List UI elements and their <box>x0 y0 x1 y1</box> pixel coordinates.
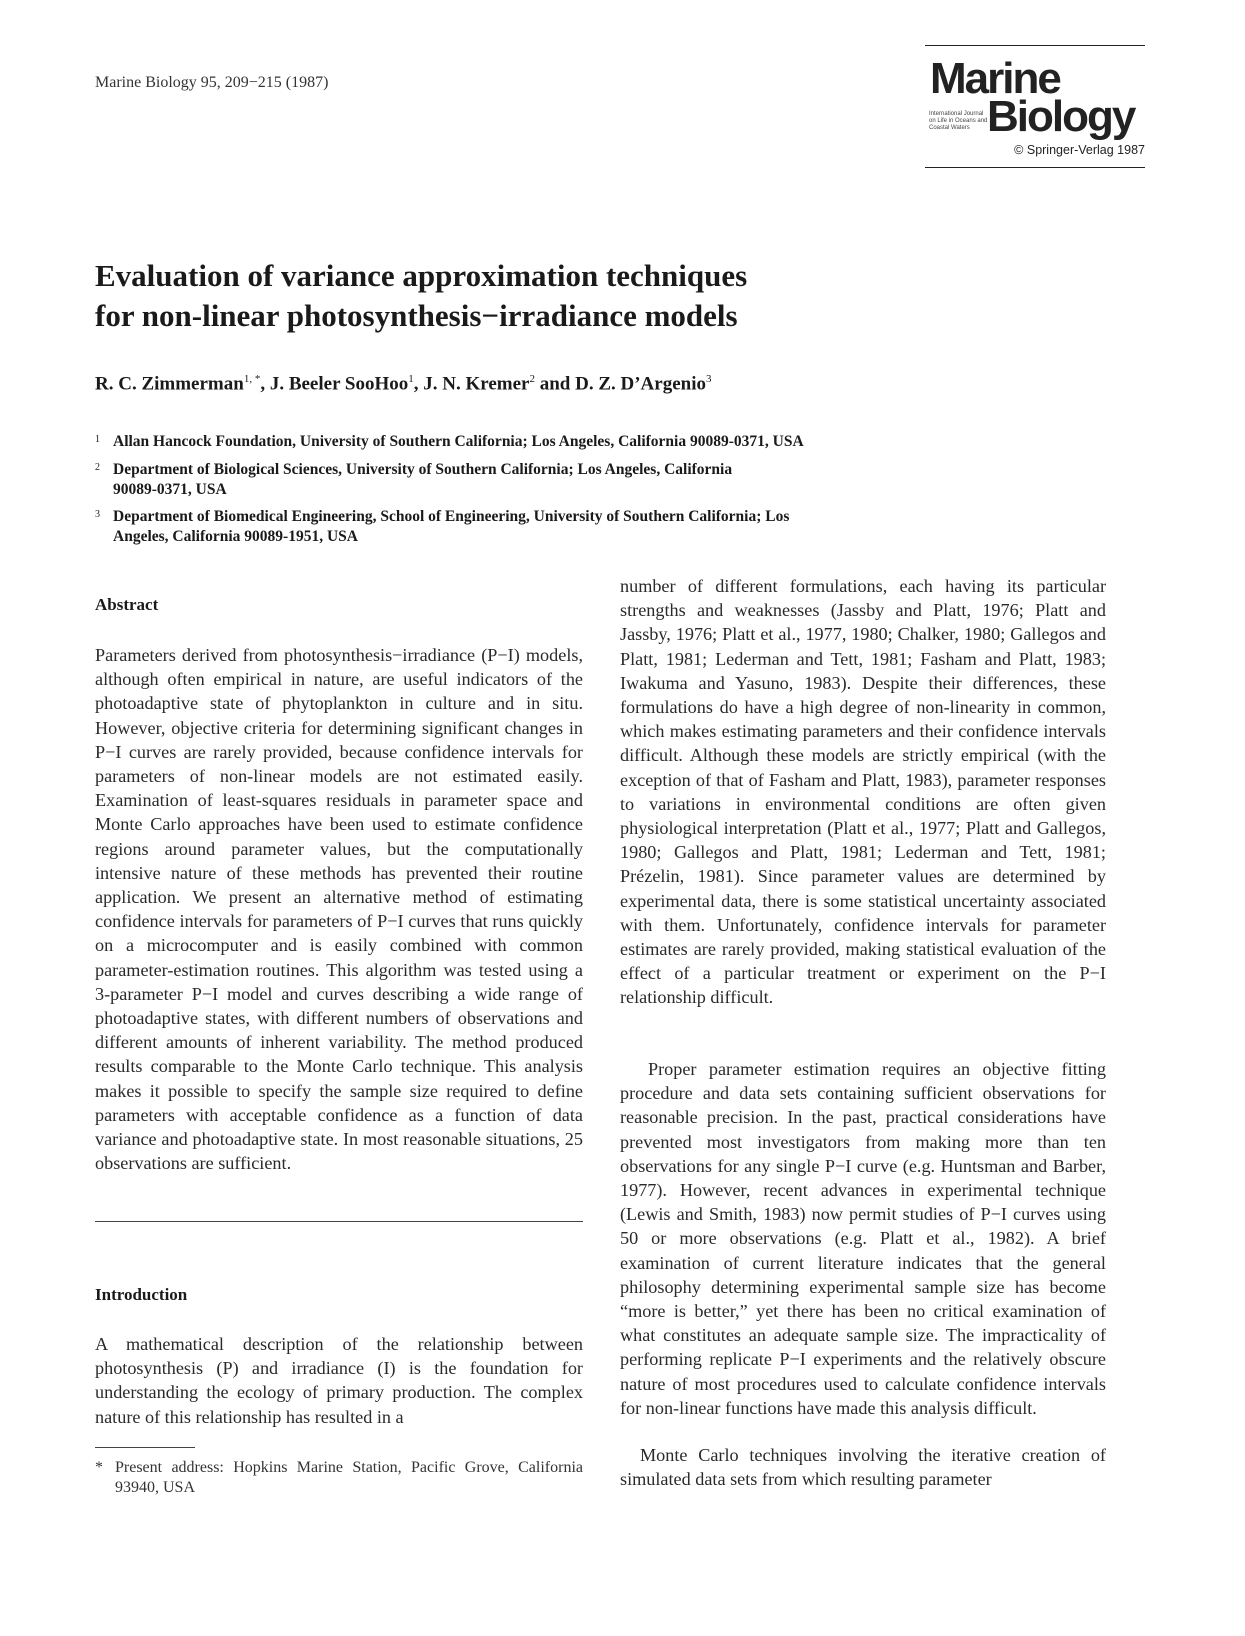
affiliation-text: Department of Biological Sciences, University of Southern California; Los Angeles, California 90089-0371, USA <box>113 461 733 498</box>
footnote-rule <box>95 1447 195 1448</box>
footnote-marker: * <box>95 1459 103 1476</box>
journal-name-line-1: Marine <box>930 54 1060 103</box>
author-separator: , <box>413 373 424 395</box>
author-affiliation-mark: 2 <box>529 373 535 385</box>
footnote-text: Present address: Hopkins Marine Station, Pacific Grove, California 93940, USA <box>115 1459 583 1496</box>
introduction-paragraph: Monte Carlo techniques involving the iterative creation of simulated data sets from which resulting parameter <box>620 1445 1106 1490</box>
journal-subtitle: International Journal on Life in Oceans and Coastal Waters <box>929 111 988 131</box>
title-line-2: for non-linear photosynthesis−irradiance models <box>95 298 738 333</box>
affiliation <box>95 460 735 500</box>
author-name: D. Z. D’Argenio <box>575 373 706 395</box>
running-citation: Marine Biology 95, 209−215 (1987) <box>95 74 329 91</box>
author-separator: and <box>534 373 576 395</box>
affiliation <box>95 432 955 452</box>
footnote <box>95 1458 583 1498</box>
author-name: R. C. Zimmerman <box>95 373 244 395</box>
author-name: J. N. Kremer <box>423 373 530 395</box>
affiliation-text: Department of Biomedical Engineering, School of Engineering, University of Southern California; Los Angeles, California 90089-1951, USA <box>113 508 790 545</box>
copyright-notice: © Springer-Verlag 1987 <box>1014 143 1145 157</box>
author-affiliation-mark: 1 <box>408 373 414 385</box>
abstract-heading: Abstract <box>95 595 159 614</box>
author-list <box>95 373 712 395</box>
author-separator: , <box>260 373 270 395</box>
affiliation-number: 1 <box>95 434 100 445</box>
affiliation <box>95 507 835 547</box>
author-affiliation-mark: 3 <box>706 373 712 385</box>
title-line-1: Evaluation of variance approximation techniques <box>95 258 748 293</box>
article-title <box>95 256 995 336</box>
introduction-heading: Introduction <box>95 1285 188 1304</box>
abstract-text: Parameters derived from photosynthesis−irradiance (P−I) models, although often empirical in nature, are useful indicators of the photoadaptive state of phytoplankton in culture and in situ. However, objective criteria for determining significant changes in P−I curves are rarely provided, because confidence intervals for parameters of non-linear models are not estimated easily. Examination of least-squares residuals in parameter space and Monte Carlo approaches have been used to estimate confidence regions around parameter values, but the computationally intensive nature of these methods has prevented their routine application. We present an alternative method of estimating confidence intervals for parameters of P−I curves that runs quickly on a microcomputer and is easily combined with common parameter-estimation routines. This algorithm was tested using a 3-parameter P−I model and curves describing a wide range of photoadaptive states, with different numbers of observations and different amounts of inherent variability. The method produced results comparable to the Monte Carlo technique. This analysis makes it possible to specify the sample size required to define parameters with acceptable confidence as a function of data variance and photoadaptive state. In most reasonable situations, 25 observations are sufficient. <box>95 645 583 1174</box>
journal-name-line-2: Biology <box>987 92 1135 141</box>
author-affiliation-mark: 1, * <box>243 373 261 385</box>
affiliation-number: 3 <box>95 509 100 520</box>
affiliation-number: 2 <box>95 462 100 473</box>
abstract-divider <box>95 1221 583 1222</box>
affiliation-text: Allan Hancock Foundation, University of Southern California; Los Angeles, California 90089-0371, USA <box>113 433 804 450</box>
introduction-paragraph: number of different formulations, each having its particular strengths and weaknesses (Jassby and Platt, 1976; Platt and Jassby, 1976; Platt et al., 1977, 1980; Chalker, 1980; Gallegos and Platt, 1981; Lederman and Tett, 1981; Fasham and Platt, 1983; Iwakuma and Yasuno, 1983). Despite their differences, these formulations do have a high degree of non-linearity in common, which makes estimating parameters and their confidence intervals difficult. Although these models are strictly empirical (with the exception of that of Fasham and Platt, 1983), parameter responses to variations in environmental conditions are often given physiological interpretation (Platt et al., 1977; Platt and Gallegos, 1980; Gallegos and Platt, 1981; Lederman and Tett, 1981; Prézelin, 1981). Since parameter values are determined by experimental data, there is some statistical uncertainty associated with them. Unfortunately, confidence intervals for parameter estimates are rarely provided, making statistical evaluation of the effect of a particular treatment or experiment on the P−I relationship difficult. <box>620 576 1106 1008</box>
journal-logo <box>925 45 1145 170</box>
introduction-paragraph: Proper parameter estimation requires an objective fitting procedure and data sets containing sufficient observations for reasonable precision. In the past, practical considerations have prevented most investigators from making more than ten observations for any single P−I curve (e.g. Huntsman and Barber, 1977). However, recent advances in experimental technique (Lewis and Smith, 1983) now permit studies of P−I curves using 50 or more observations (e.g. Platt et al., 1982). A brief examination of current literature indicates that the general philosophy determining experimental sample size has become “more is better,” yet there has been no critical examination of what constitutes an adequate sample size. The impracticality of performing replicate P−I experiments and the relatively obscure nature of most procedures used to calculate confidence intervals for non-linear functions have made this analysis difficult. <box>620 1059 1106 1418</box>
author-name: J. Beeler SooHoo <box>269 373 409 395</box>
introduction-paragraph: A mathematical description of the relationship between photosynthesis (P) and irradiance (I) is the foundation for understanding the ecology of primary production. The complex nature of this relationship has resulted in a <box>95 1334 583 1427</box>
